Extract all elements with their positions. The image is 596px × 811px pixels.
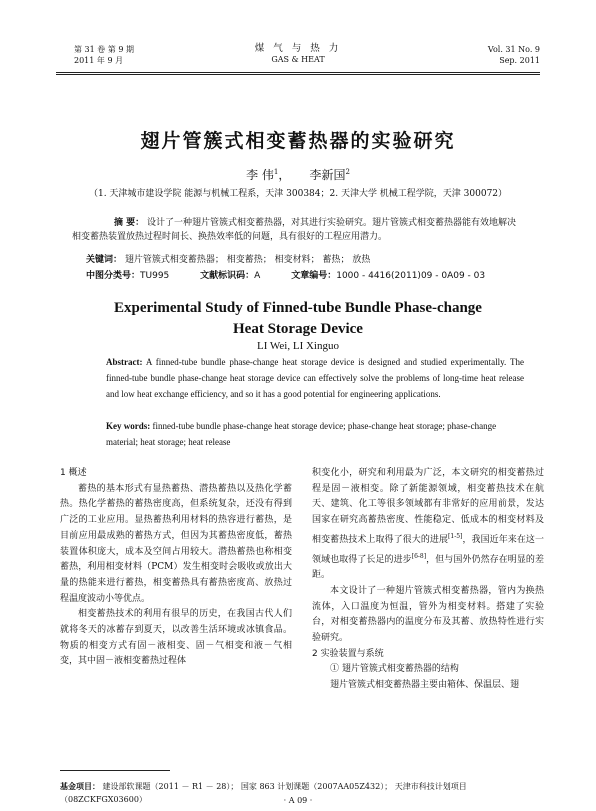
body-column-left — [60, 466, 292, 670]
keywords-cn-text: 翅片管簇式相变蓄热器； 相变蓄热； 相变材料； 蓄热； 放热 — [124, 255, 371, 265]
article-title-en-line1: Experimental Study of Finned-tube Bundle Phase-change — [114, 300, 482, 316]
paragraph: 相变蓄热技术的利用有很早的历史，在我国古代人们就将冬天的冰蓄存到夏天，以改善生活环境或冰镇食品。物质的相变方式有固－液相变、固－气相变和液－气相变，其中固－液相变蓄热过程体 — [60, 609, 292, 667]
section-2-heading: 2 实验装置与系统 — [312, 648, 384, 659]
citation: [1-5] — [448, 532, 463, 540]
clc-code: 中图分类号：TU995 — [86, 271, 170, 281]
page-number: · A 09 · — [283, 796, 313, 805]
authors-en: LI Wei, LI Xinguo — [256, 340, 339, 352]
abstract-cn — [72, 216, 524, 244]
keywords-cn — [86, 252, 370, 265]
header-date-en: Sep. 2011 — [499, 56, 540, 65]
classification-line — [86, 268, 513, 281]
author-2-cn: 李新国 — [309, 168, 346, 182]
paragraph: 翅片管簇式相变蓄热器主要由箱体、保温层、翅 — [330, 680, 520, 691]
paragraph: 积变化小，研究和利用最为广泛，本文研究的相变蓄热过程是固－液相变。除了新能源领域，相变蓄热技术在航天、建筑、化工等很多领域都有非常好的应用前景，发达国家在研究高蓄热密度、性能稳定、低成本的相变材料及相变蓄热技术上取得了很大的进展[1-5]，我国近年来在这一领域也取得了长足的进步[6-8]，但与国外仍然存在明显的差距。 — [312, 468, 544, 581]
keywords-en-text: finned-tube bundle phase-change heat storage device; phase-change heat storage; phase-change material; heat storage; heat release — [106, 421, 497, 447]
header-rule-thin — [56, 74, 540, 75]
funding-text: 建设部软课题（2011 － R1 － 28）； 国家 863 计划课题（2007AA05Z432）； 天津市科技计划项目（08ZCKFGX03600） — [60, 782, 467, 804]
header-rule — [56, 72, 540, 73]
abstract-cn-label: 摘 要： — [114, 218, 145, 228]
article-title-en-line2: Heat Storage Device — [233, 321, 363, 337]
paragraph: 蓄热的基本形式有显热蓄热、潜热蓄热以及热化学蓄热。热化学蓄热的蓄热密度高，但系统复杂，还没有得到广泛的工业应用。显热蓄热利用材料的热容进行蓄热，是目前应用最成熟的蓄热方式，但因为其蓄热密度低，蓄热装置体积庞大，成本及空间占用较大。潜热蓄热也称相变蓄热，利用相变材料（PCM）发生相变时会吸收或放出大量的热能来进行蓄热，相变蓄热具有蓄热密度高、放热过程温度波动小等优点。 — [60, 483, 292, 604]
authors-cn: 李 伟$^1$， 李新国$^2$ — [246, 168, 350, 182]
body-column-right — [312, 466, 544, 694]
header-vol-no: Vol. 31 No. 9 — [487, 45, 540, 54]
affiliation-cn: （1. 天津城市建设学院 能源与机械工程系，天津 300384；2. 天津大学 机械工程学院，天津 300072） — [88, 189, 508, 199]
abstract-cn-text: 设计了一种翅片管簇式相变蓄热器，对其进行实验研究。翅片管簇式相变蓄热器能有效地解决相变蓄热装置放热过程时间长、换热效率低的问题，具有很好的工程应用潜力。 — [72, 218, 517, 242]
citation: [6-8] — [411, 552, 427, 560]
article-number: 文章编号：1000 - 4416(2011)09 - 0A09 - 03 — [291, 271, 486, 281]
subsection-heading: ① 翅片管簇式相变蓄热器的结构 — [330, 664, 459, 675]
header-date-cn: 2011 年 9 月 — [74, 56, 124, 65]
keywords-en — [106, 418, 524, 450]
author-1-mark: 1 — [273, 168, 279, 176]
journal-name-en: GAS & HEAT — [271, 55, 325, 64]
abstract-en — [106, 354, 524, 402]
article-title-en — [0, 298, 596, 340]
keywords-cn-label: 关键词： — [86, 255, 123, 265]
author-2-mark: 2 — [345, 168, 350, 176]
section-1-heading: 1 概述 — [60, 468, 87, 478]
keywords-en-label: Key words: — [106, 421, 151, 431]
journal-name-cn: 煤 气 与 热 力 — [254, 43, 342, 54]
author-1-cn: 李 伟 — [246, 168, 274, 182]
article-title-cn: 翅片管簇式相变蓄热器的实验研究 — [140, 130, 456, 152]
abstract-en-label: Abstract: — [106, 357, 143, 367]
document-code: 文献标识码：A — [200, 271, 261, 281]
funding-label: 基金项目： — [60, 782, 100, 791]
header-volume-en — [488, 44, 540, 66]
abstract-en-text: A finned-tube bundle phase-change heat storage device is designed and studied experimentally. The finned-tube bundle phase-change heat storage device can effectively solve the problems of long-time heat release and low heat exchange efficiency, and so it has a good potential for engineering applications. — [106, 357, 524, 399]
footnote-rule — [60, 770, 170, 771]
paragraph: 本文设计了一种翅片管簇式相变蓄热器，管内为换热流体，入口温度为恒温，管外为相变材料。搭建了实验台，对相变蓄热器内的温度分布及其蓄、放热特性进行实验研究。 — [312, 585, 544, 644]
header-volume-issue: 第 31 卷 第 9 期 — [74, 45, 134, 54]
